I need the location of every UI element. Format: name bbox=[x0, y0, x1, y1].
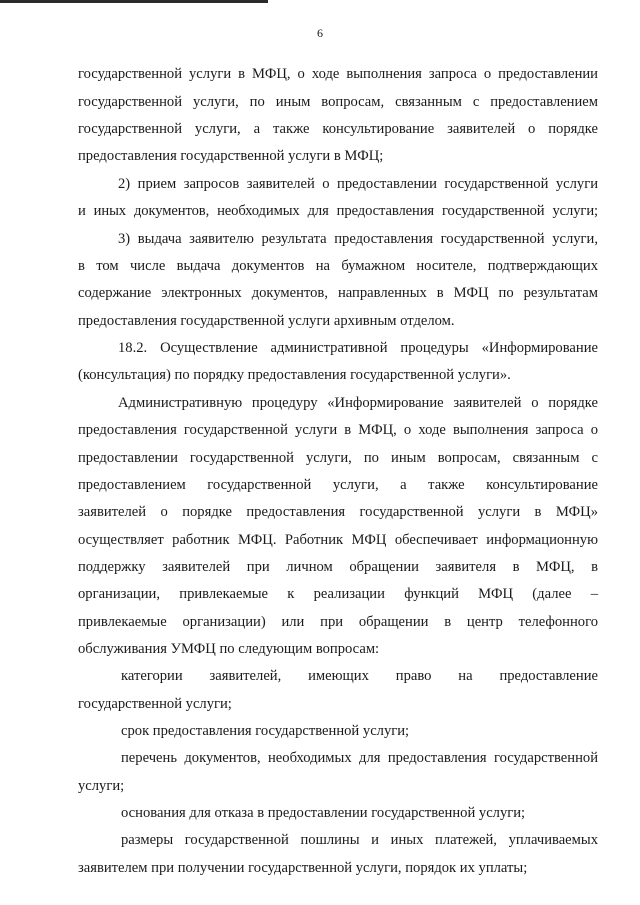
text-line: и иных документов, необходимых для предоставления государственной услуги; bbox=[78, 203, 598, 219]
text-line: категории заявителей, имеющих право на предоставление bbox=[121, 668, 598, 684]
scan-edge-line bbox=[0, 0, 268, 3]
text-line: основания для отказа в предоставлении государственной услуги; bbox=[121, 805, 526, 821]
text-line: предоставлении государственной услуги, по иным вопросам, связанным с bbox=[78, 450, 598, 466]
text-line: предоставления государственной услуги архивным отделом. bbox=[78, 313, 455, 329]
text-line: заявителей о порядке предоставления государственной услуги в МФЦ» bbox=[78, 504, 598, 520]
text-line: размеры государственной пошлины и иных платежей, уплачиваемых bbox=[121, 832, 598, 848]
text-line: заявителем при получении государственной услуги, порядок их уплаты; bbox=[78, 860, 528, 876]
text-line: осуществляет работник МФЦ. Работник МФЦ обеспечивает информационную bbox=[78, 532, 598, 548]
text-line: в том числе выдача документов на бумажном носителе, подтверждающих bbox=[78, 258, 598, 274]
text-line: организации, привлекаемые к реализации функций МФЦ (далее – bbox=[78, 586, 598, 602]
text-line: предоставления государственной услуги в МФЦ; bbox=[78, 148, 384, 164]
text-line: срок предоставления государственной услуги; bbox=[121, 723, 410, 739]
text-line: (консультация) по порядку предоставления государственной услуги». bbox=[78, 367, 511, 383]
text-line: 3) выдача заявителю результата предоставления государственной услуги, bbox=[118, 231, 598, 247]
text-line: 2) прием запросов заявителей о предоставлении государственной услуги bbox=[118, 176, 598, 192]
text-line: государственной услуги; bbox=[78, 696, 232, 712]
text-line: услуги; bbox=[78, 778, 125, 794]
text-line: государственной услуги, по иным вопросам, связанным с предоставлением bbox=[78, 94, 598, 110]
text-line: привлекаемые организации) или при обращении в центр телефонного bbox=[78, 614, 598, 630]
text-line: перечень документов, необходимых для предоставления государственной bbox=[121, 750, 598, 766]
text-line: государственной услуги в МФЦ, о ходе выполнения запроса о предоставлении bbox=[78, 66, 598, 82]
text-line: Административную процедуру «Информирование заявителей о порядке bbox=[118, 395, 598, 411]
page-number: 6 bbox=[317, 26, 323, 40]
text-line: поддержку заявителей при личном обращении заявителя в МФЦ, в bbox=[78, 559, 598, 575]
text-line: содержание электронных документов, направленных в МФЦ по результатам bbox=[78, 285, 598, 301]
text-line: предоставлением государственной услуги, а также консультирование bbox=[78, 477, 598, 493]
text-line: государственной услуги, а также консультирование заявителей о порядке bbox=[78, 121, 598, 137]
text-line: обслуживания УМФЦ по следующим вопросам: bbox=[78, 641, 380, 657]
text-line: предоставления государственной услуги в МФЦ, о ходе выполнения запроса о bbox=[78, 422, 598, 438]
text-line: 18.2. Осуществление административной процедуры «Информирование bbox=[118, 340, 598, 356]
